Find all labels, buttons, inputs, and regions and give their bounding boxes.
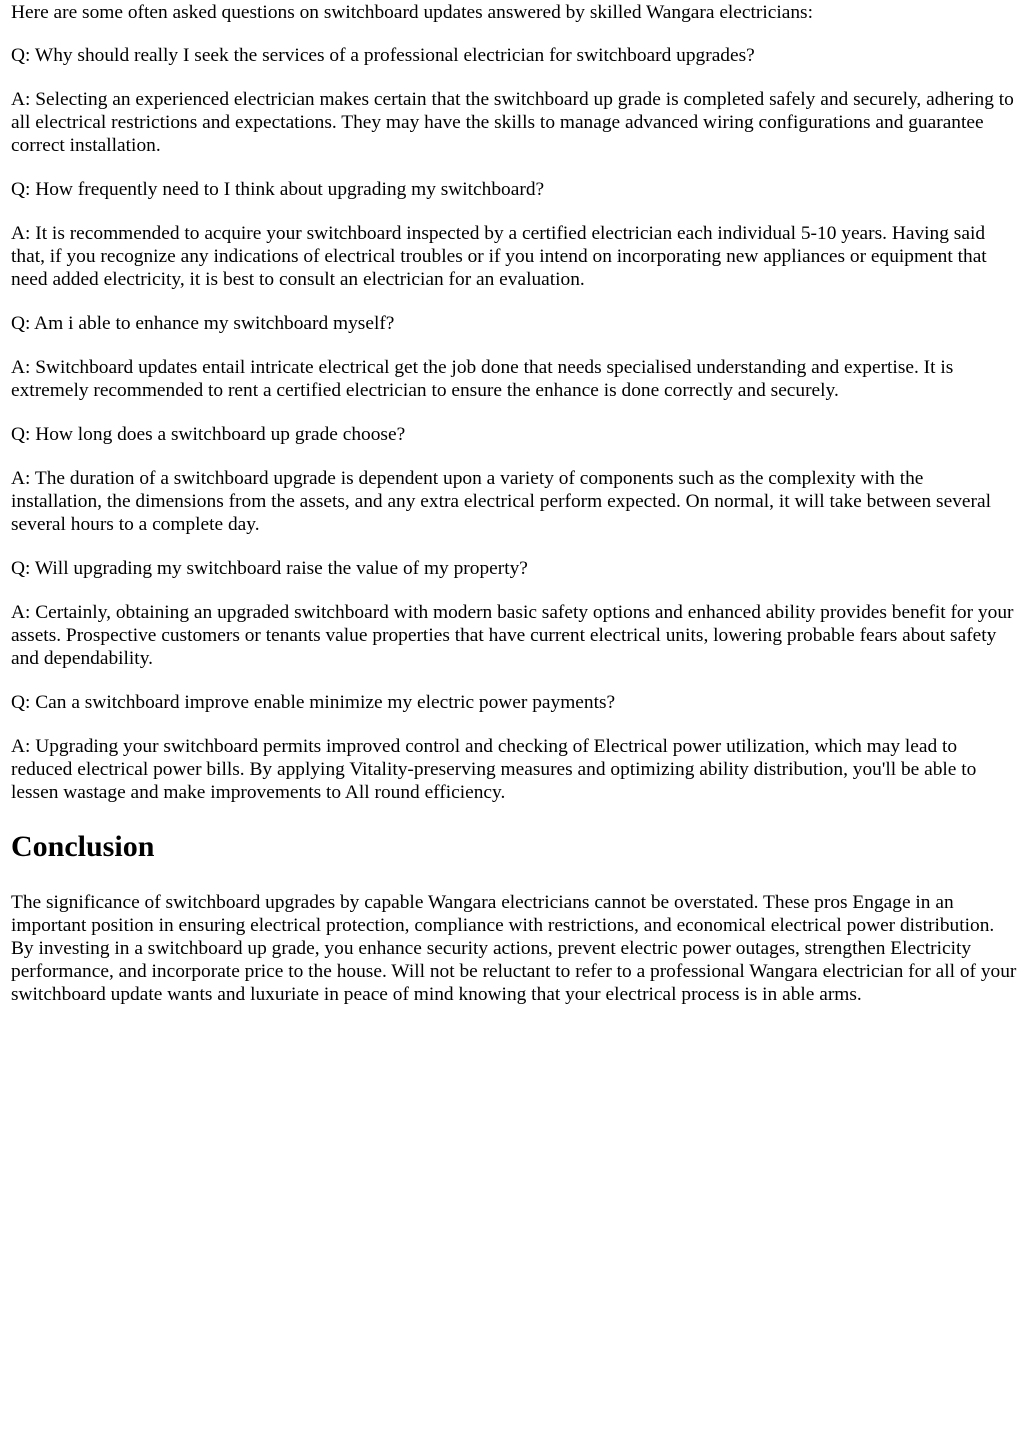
faq-question-6: Q: Can a switchboard improve enable minimize my electric power payments? — [11, 692, 616, 713]
faq-question-3: Q: Am i able to enhance my switchboard myself? — [11, 313, 395, 334]
faq-answer-2: A: It is recommended to acquire your switchboard inspected by a certified electrician each individual 5-10 years. Having said that, if you recognize any indications of electrical troubles or if you intend on incorporating new appliances or equipment that need added electricity, it is best to consult an electrician for an evaluation. — [11, 223, 987, 290]
intro-paragraph: Here are some often asked questions on switchboard updates answered by skilled Wangara electricians: — [11, 2, 813, 23]
faq-answer-1: A: Selecting an experienced electrician makes certain that the switchboard up grade is completed safely and securely, adhering to all electrical restrictions and expectations. They may have the skills to manage advanced wiring configurations and guarantee correct installation. — [11, 89, 1014, 156]
faq-answer-4: A: The duration of a switchboard upgrade is dependent upon a variety of components such as the complexity with the installation, the dimensions from the assets, and any extra electrical perform expected. On normal, it will take between several several hours to a complete day. — [11, 468, 991, 535]
faq-answer-3: A: Switchboard updates entail intricate electrical get the job done that needs specialised understanding and expertise. It is extremely recommended to rent a certified electrician to ensure the enhance is done correctly and securely. — [11, 357, 954, 401]
faq-question-5: Q: Will upgrading my switchboard raise the value of my property? — [11, 558, 528, 579]
faq-answer-5: A: Certainly, obtaining an upgraded switchboard with modern basic safety options and enhanced ability provides benefit for your assets. Prospective customers or tenants value properties that have current electrical units, lowering probable fears about safety and dependability. — [11, 602, 1014, 669]
faq-question-4: Q: How long does a switchboard up grade choose? — [11, 424, 406, 445]
conclusion-paragraph: The significance of switchboard upgrades by capable Wangara electricians cannot be overstated. These pros Engage in an important position in ensuring electrical protection, compliance with restrictions, and economical electrical power distribution. By investing in a switchboard up grade, you enhance security actions, prevent electric power outages, strengthen Electricity performance, and incorporate price to the house. Will not be reluctant to refer to a professional Wangara electrician for all of your switchboard update wants and luxuriate in peace of mind knowing that your electrical process is in able arms. — [11, 892, 1017, 1005]
conclusion-heading: Conclusion — [11, 830, 155, 863]
faq-question-2: Q: How frequently need to I think about upgrading my switchboard? — [11, 179, 545, 200]
faq-question-1: Q: Why should really I seek the services of a professional electrician for switchboard upgrades? — [11, 45, 755, 66]
faq-answer-6: A: Upgrading your switchboard permits improved control and checking of Electrical power utilization, which may lead to reduced electrical power bills. By applying Vitality-preserving measures and optimizing ability distribution, you'll be able to lessen wastage and make improvements to All round efficiency. — [11, 736, 977, 803]
